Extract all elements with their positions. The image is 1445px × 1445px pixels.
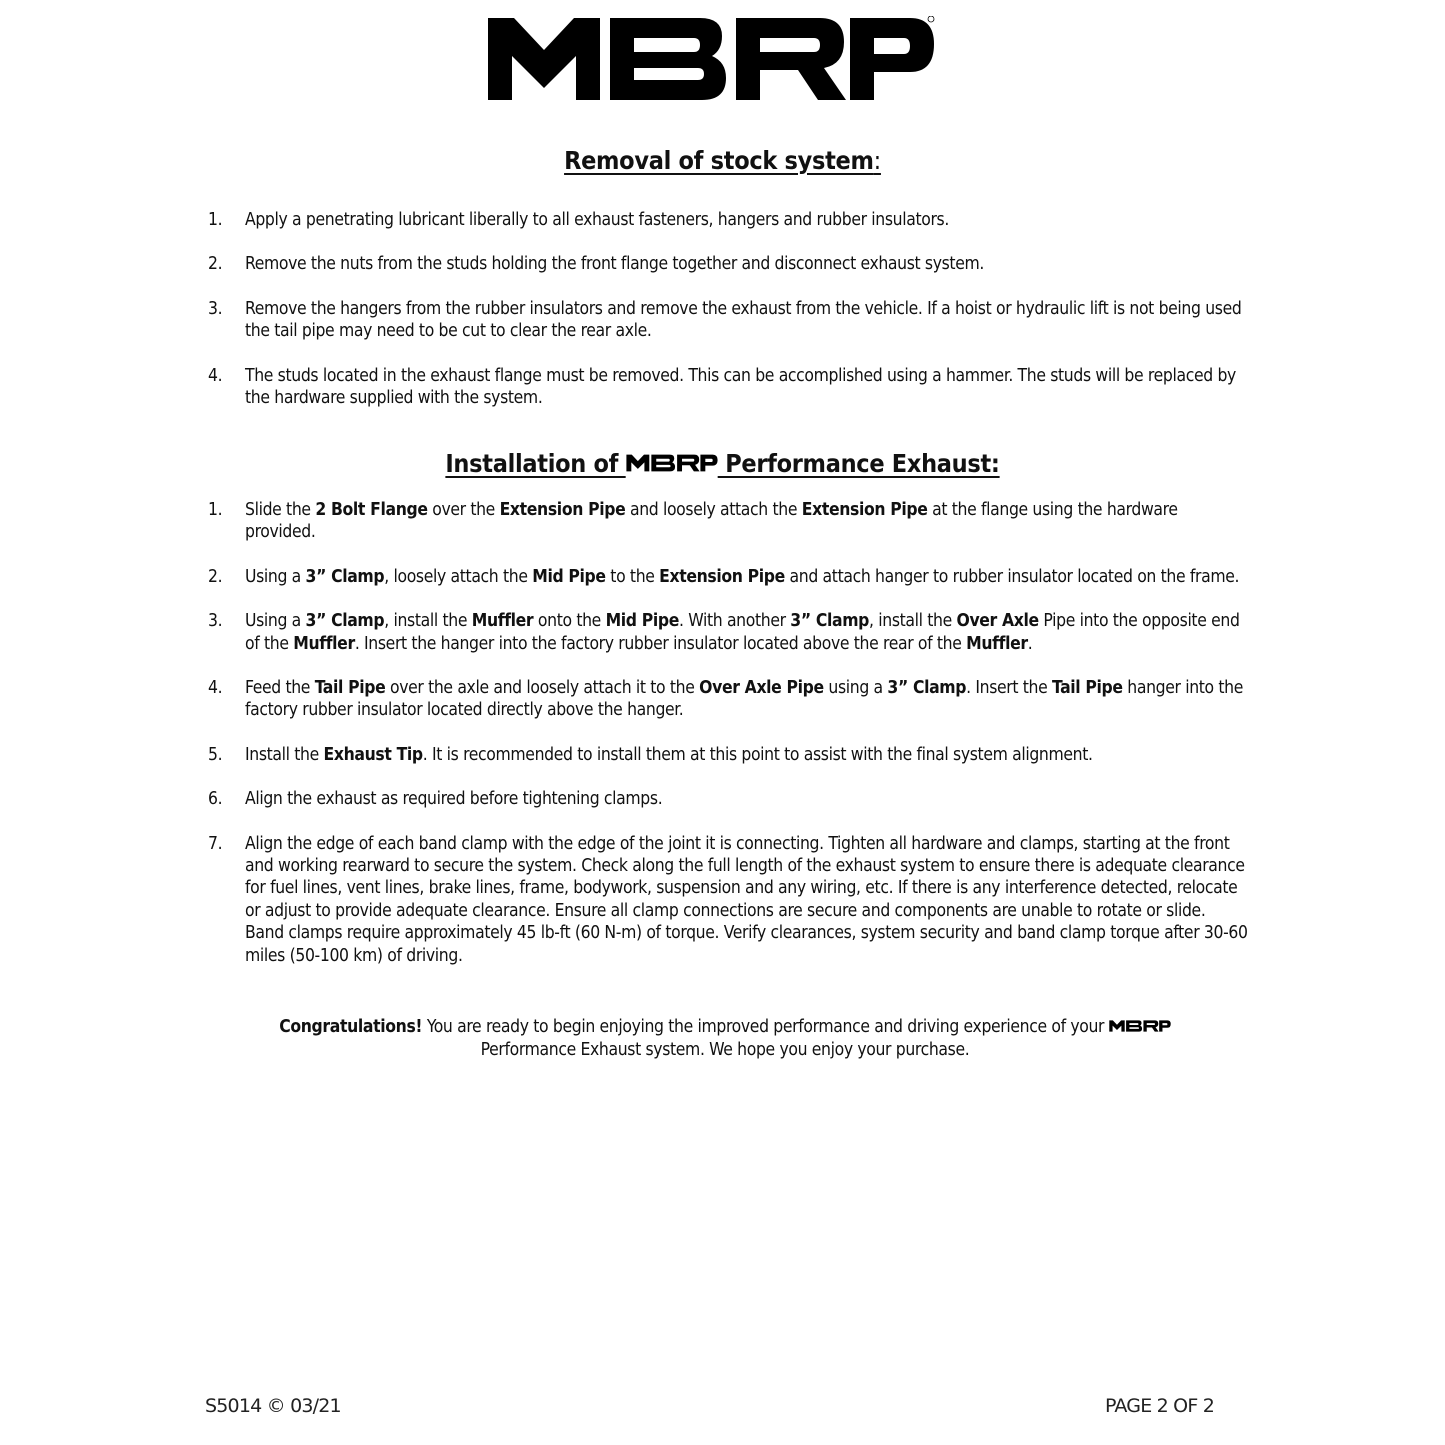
mbrp-inline-logo-icon: [626, 449, 718, 478]
step-emphasis: 3” Clamp: [305, 611, 385, 632]
mbrp-wordmark-icon: [486, 16, 936, 102]
step-text: and loosely attach the: [625, 500, 802, 520]
removal-heading: [0, 146, 1445, 175]
step-emphasis: 3” Clamp: [887, 678, 967, 699]
step-number: 1.: [208, 210, 223, 230]
step-number: 2.: [208, 254, 223, 275]
step-emphasis: Mid Pipe: [605, 611, 679, 632]
step-emphasis: 2 Bolt Flange: [315, 500, 428, 520]
step-item: [208, 209, 1248, 231]
installation-heading-suffix: Performance Exhaust:: [717, 449, 1000, 478]
step-number: 3.: [208, 298, 223, 319]
step-item: [208, 566, 1248, 588]
step-text: Using a: [245, 566, 306, 587]
footer-page-number: PAGE 2 OF 2: [1104, 1395, 1214, 1417]
closing-text-1: You are ready to begin enjoying the improved performance and driving experience of your: [422, 1017, 1109, 1037]
closing-text-2: Performance Exhaust system. We hope you enjoy your purchase.: [480, 1040, 970, 1060]
step-number: 3.: [208, 611, 223, 632]
congratulations-label: Congratulations!: [279, 1017, 423, 1037]
step-item: [208, 253, 1248, 275]
step-text: . Insert the: [966, 678, 1052, 699]
step-item: [208, 298, 1248, 343]
step-text: Remove the hangers from the rubber insulators and remove the exhaust from the vehicle. If a hoist or hydraulic lift is not being used the tail pipe may need to be cut to clear the rear axle.: [245, 298, 1242, 342]
installation-steps-list: [208, 499, 1248, 967]
step-item: [208, 833, 1248, 967]
step-text: Pipe into the opposite end of the: [245, 611, 1240, 654]
step-text: Align the exhaust as required before tightening clamps.: [245, 789, 663, 810]
step-number: 1.: [208, 500, 223, 520]
step-text: Install the: [245, 744, 324, 765]
step-text: using a: [823, 678, 888, 699]
step-text: and attach hanger to rubber insulator located on the frame.: [784, 566, 1240, 587]
step-text: . It is recommended to install them at this point to assist with the final system alignment.: [422, 744, 1093, 765]
footer-doc-code: S5014 © 03/21: [205, 1395, 341, 1417]
step-text: Align the edge of each band clamp with the edge of the joint it is connecting. Tighten all hardware and clamps, starting at the front and working rearward to secure the system. Check along the full length of the exhaust system to ensure there is adequate clearance for fuel lines, vent lines, brake lines, frame, bodywork, suspension and any wiring, etc. If there is any interference detected, relocate or adjust to provide adequate clearance. Ensure all clamp connections are secure and components are unable to rotate or slide. Band clamps require approximately 45 lb-ft (60 N-m) of torque. Verify clearances, system security and band clamp torque after 30-60 miles (50-100 km) of driving.: [245, 833, 1248, 966]
step-text: , loosely attach the: [384, 566, 533, 587]
step-text: at the flange using the hardware provided.: [245, 500, 1178, 543]
step-text: Feed the: [245, 678, 315, 699]
step-number: 5.: [208, 744, 223, 765]
step-number: 7.: [208, 833, 223, 854]
step-text: . With another: [679, 611, 791, 632]
step-text: Remove the nuts from the studs holding the front flange together and disconnect exhaust system.: [245, 254, 985, 275]
installation-heading: [0, 449, 1445, 478]
step-emphasis: 3” Clamp: [790, 611, 870, 632]
step-text: over the axle and loosely attach it to the: [385, 678, 700, 699]
mbrp-logo: [486, 16, 936, 102]
step-item: [208, 365, 1248, 410]
step-emphasis: Extension Pipe: [499, 500, 626, 520]
removal-heading-text: Removal of stock system: [564, 146, 874, 175]
step-emphasis: Tail Pipe: [314, 678, 386, 699]
step-item: [208, 744, 1248, 766]
step-item: [208, 610, 1248, 655]
step-text: Apply a penetrating lubricant liberally to all exhaust fasteners, hangers and rubber insulators.: [245, 210, 949, 230]
step-text: hanger into the factory rubber insulator located directly above the hanger.: [245, 678, 1244, 721]
step-text: .: [1027, 633, 1033, 654]
mbrp-inline-logo-small-icon: [1109, 1016, 1171, 1039]
step-text: , install the: [869, 611, 957, 632]
step-emphasis: 3” Clamp: [305, 566, 385, 587]
step-emphasis: Tail Pipe: [1052, 678, 1123, 699]
step-text: , install the: [384, 611, 472, 632]
step-item: [208, 788, 1248, 810]
step-text: The studs located in the exhaust flange must be removed. This can be accomplished using a hammer. The studs will be replaced by the hardware supplied with the system.: [245, 365, 1236, 409]
step-text: over the: [427, 500, 500, 520]
step-number: 4.: [208, 678, 223, 699]
closing-message: [225, 1016, 1225, 1062]
step-text: Using a: [245, 611, 306, 632]
step-text: to the: [605, 566, 660, 587]
step-emphasis: Extension Pipe: [801, 500, 928, 520]
step-number: 4.: [208, 365, 223, 386]
step-emphasis: Over Axle: [956, 611, 1039, 632]
step-text: . Insert the hanger into the factory rubber insulator located above the rear of the: [354, 633, 967, 654]
step-emphasis: Muffler: [471, 611, 534, 632]
step-emphasis: Exhaust Tip: [323, 744, 423, 765]
step-emphasis: Extension Pipe: [659, 566, 785, 587]
step-number: 2.: [208, 566, 223, 587]
removal-steps-list: [208, 209, 1248, 409]
step-emphasis: Muffler: [966, 633, 1028, 654]
step-text: Slide the: [245, 500, 316, 520]
step-text: onto the: [533, 611, 606, 632]
step-number: 6.: [208, 789, 223, 810]
installation-heading-prefix: Installation of: [445, 449, 626, 478]
step-emphasis: Muffler: [293, 633, 355, 654]
step-item: [208, 499, 1248, 544]
removal-heading-colon: :: [873, 146, 881, 175]
step-emphasis: Over Axle Pipe: [699, 678, 824, 699]
step-item: [208, 677, 1248, 722]
step-emphasis: Mid Pipe: [532, 566, 606, 587]
